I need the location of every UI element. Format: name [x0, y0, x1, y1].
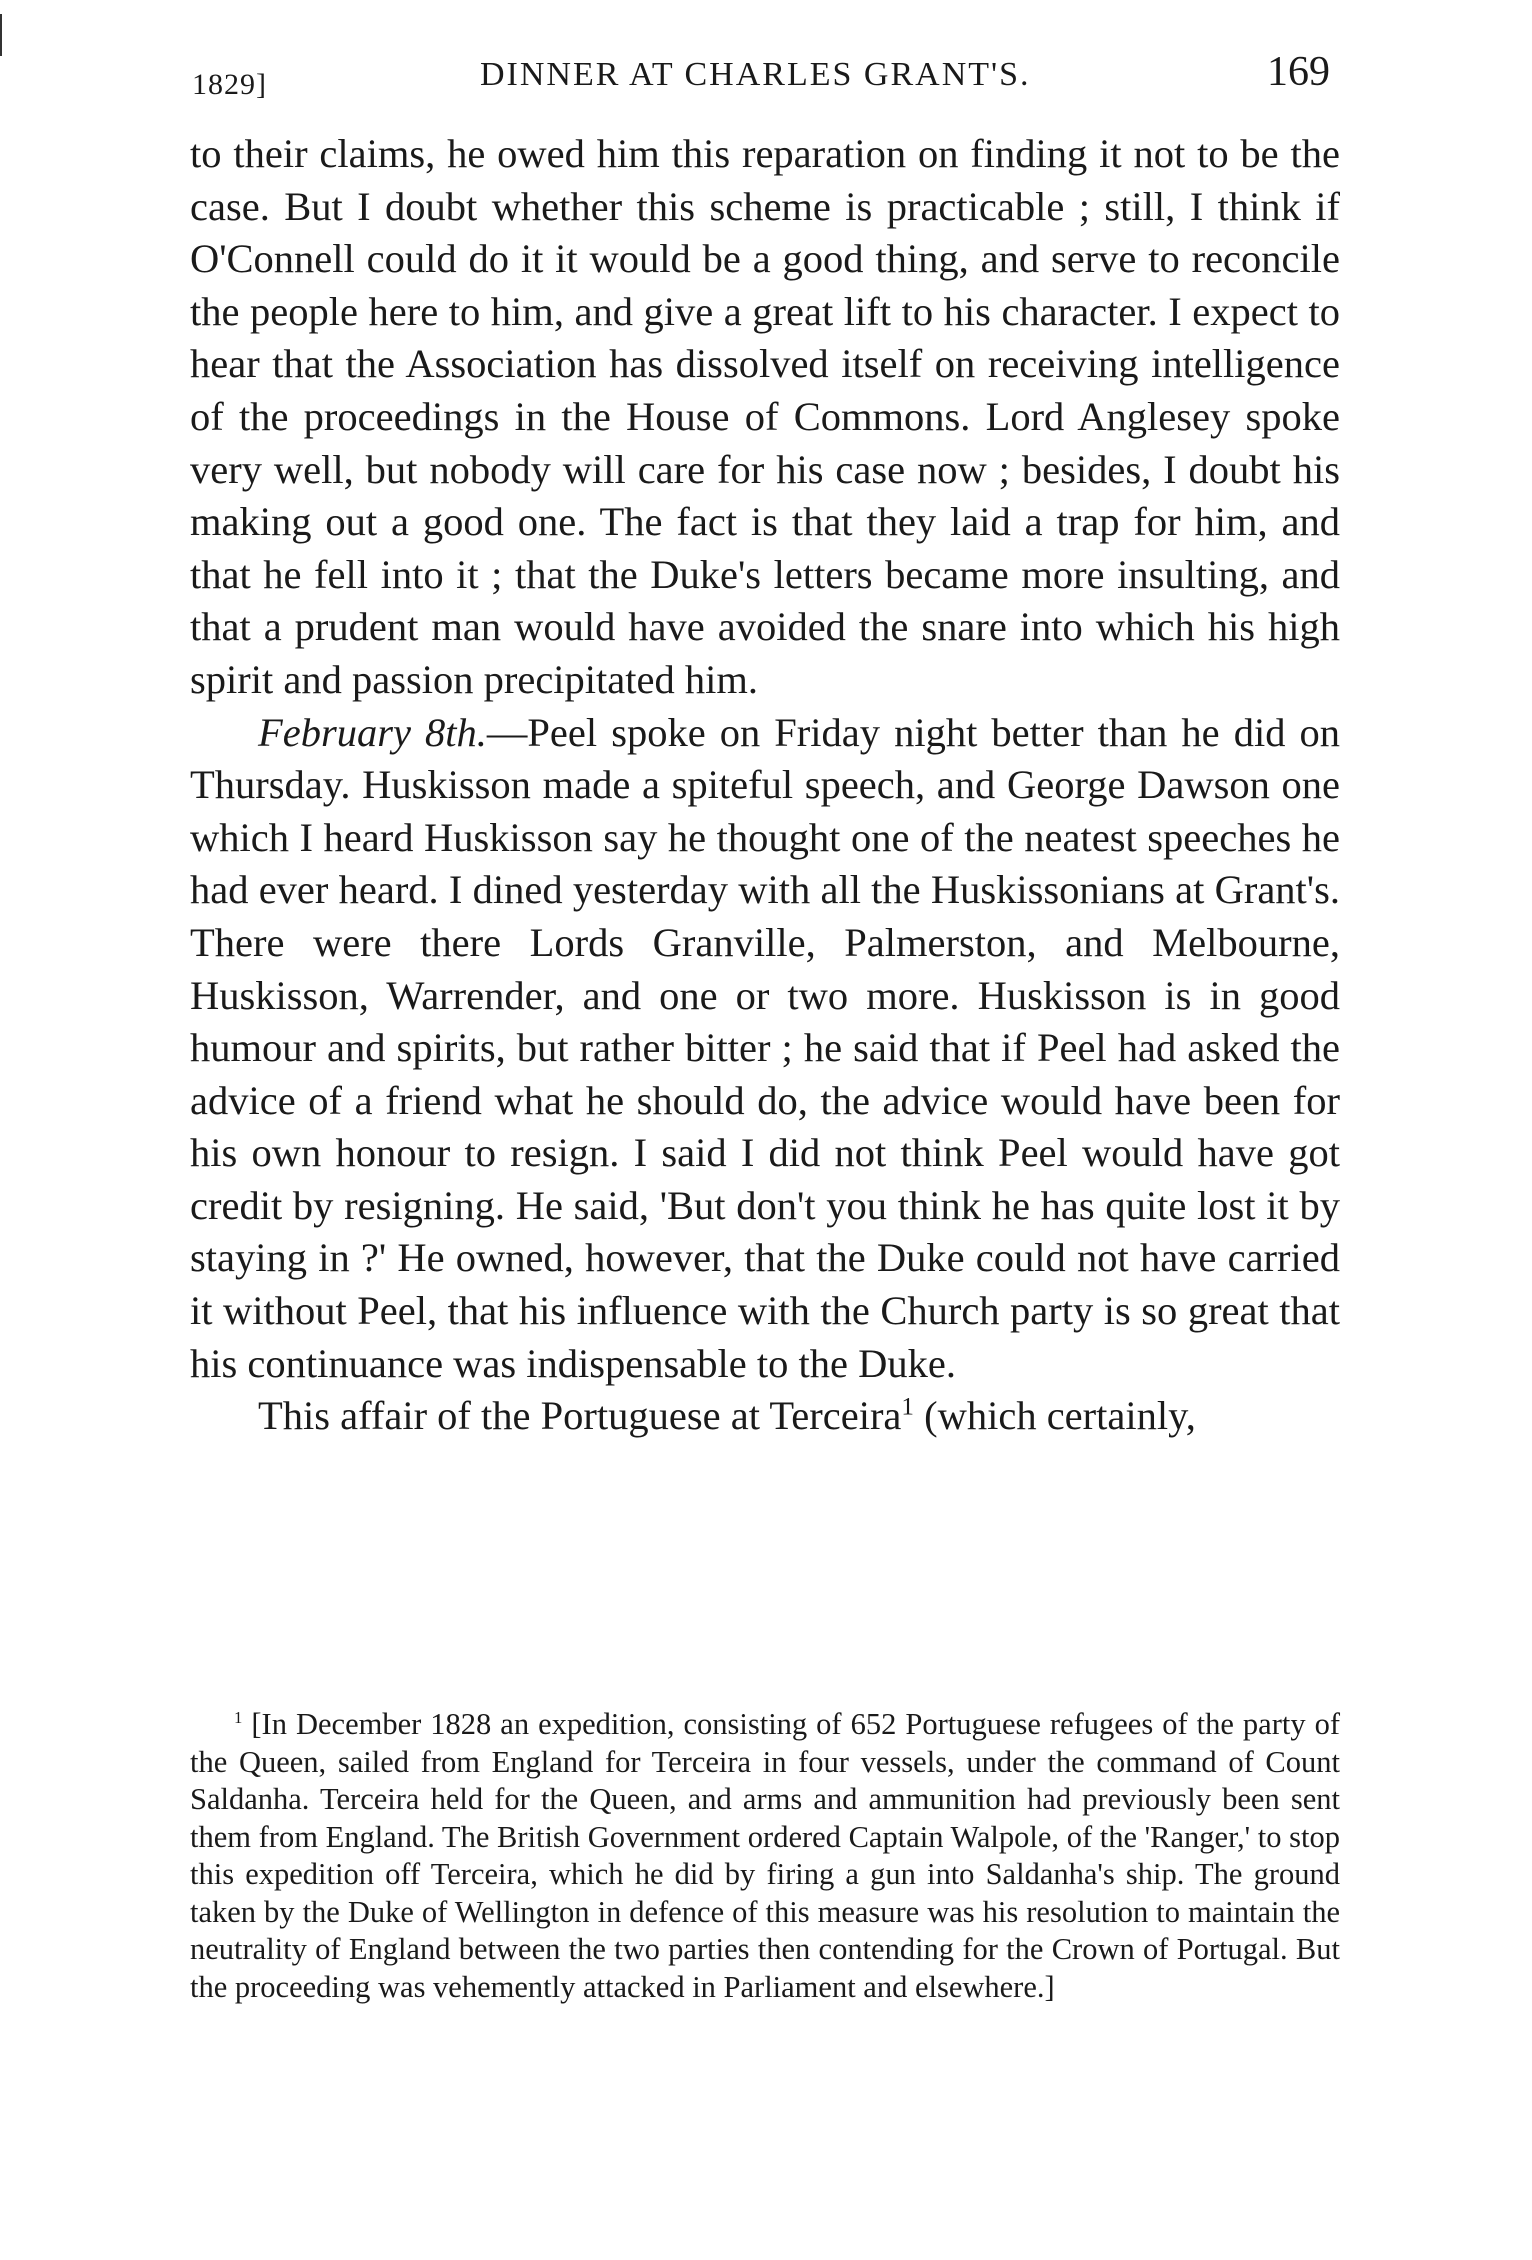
footnote-mark: 1: [234, 1707, 243, 1727]
footnote: [190, 1706, 1340, 2006]
paragraph-3-start: This affair of the Portuguese at Terceira: [258, 1393, 902, 1439]
paragraph-3-end: (which certainly,: [913, 1393, 1196, 1439]
paragraph-2: [190, 707, 1340, 1391]
paragraph-1: to their claims, he owed him this reparation on finding it not to be the case. But I doubt whether this scheme is practicable ; still, I think if O'Connell could do it it would be a good thing, and serve to reconcile the people here to him, and give a great lift to his character. I expect to hear that the Association has dissolved itself on receiving intelligence of the proceedings in the House of Commons. Lord Anglesey spoke very well, but nobody will care for his case now ; besides, I doubt his making out a good one. The fact is that they laid a trap for him, and that he fell into it ; that the Duke's letters became more insulting, and that a prudent man would have avoided the snare into which his high spirit and passion precipitated him.: [190, 131, 1340, 702]
page-number: 169: [1267, 49, 1330, 95]
paragraph-3: [190, 1390, 1340, 1443]
footnote-text: [In December 1828 an expedition, consisting of 652 Portuguese refugees of the party of the Queen, sailed from England for Terceira in four vessels, under the command of Count Saldanha. Terceira held for the Queen, and arms and ammunition had previously been sent them from England. The British Government ordered Captain Walpole, of the 'Ranger,' to stop this expedition off Terceira, which he did by firing a gun into Saldanha's ship. The ground taken by the Duke of Wellington in defence of this measure was his resolution to maintain the neutrality of England between the two parties then contending for the Crown of Portugal. But the proceeding was vehemently attacked in Parliament and elsewhere.]: [190, 1707, 1340, 2004]
main-text: [190, 128, 1340, 1443]
running-header: [190, 38, 1340, 118]
header-year: 1829]: [192, 68, 267, 101]
entry-date: February 8th.: [258, 709, 487, 755]
footnote-paragraph: [190, 1706, 1340, 2006]
header-title: DINNER AT CHARLES GRANT'S.: [480, 56, 1031, 93]
footnote-reference: 1: [901, 1393, 914, 1421]
paragraph-2-text: —Peel spoke on Friday night better than he did on Thursday. Huskisson made a spiteful speech, and George Dawson one which I heard Huskisson say he thought one of the neatest speeches he had ever heard. I dined yesterday with all the Huskissonians at Grant's. There were there Lords Granville, Palmerston, and Melbourne, Huskisson, Warrender, and one or two more. Huskisson is in good humour and spirits, but rather bitter ; he said that if Peel had asked the advice of a friend what he should do, the advice would have been for his own honour to resign. I said I did not think Peel would have got credit by resigning. He said, 'But don't you think he has quite lost it by staying in ?' He owned, however, that the Duke could not have carried it without Peel, that his influence with the Church party is so great that his continuance was indispensable to the Duke.: [190, 709, 1341, 1386]
margin-mark: [0, 14, 2, 56]
